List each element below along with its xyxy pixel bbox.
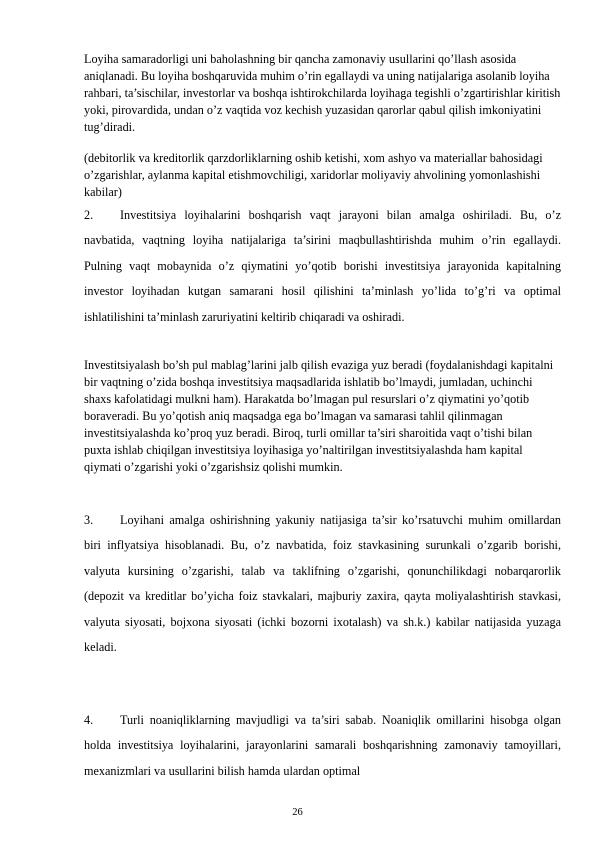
numbered-paragraph-2 xyxy=(84,203,561,330)
paragraph-text: (debitorlik va kreditorlik qarzdorliklarning oshib ketishi, xom ashyo va materiallar bahosidagi o’zgarishlar, aylanma kapital etishmovchiligi, xaridorlar moliyaviy ahvolining yomonlashishi kabilar) xyxy=(84,151,543,199)
paragraph-text: Loyiha samaradorligi uni baholashning bir qancha zamonaviy usullarini qo’llash asosida aniqlanadi. Bu loyiha boshqaruvida muhim o’rin egallaydi va uning natijalariga asolanib loyiha rahbari, ta’sischilar, investorlar va boshqa ishtirokchilarda loyihaga tegishli o’zgartirishlar kiritish yoki, pirovardida, undan o’z vaqtida voz kechish yuzasidan qarorlar qabul qilish imkoniyatini tug’diradi. xyxy=(84,52,561,134)
numbered-paragraph-4 xyxy=(84,708,561,784)
paragraph-project-efficiency xyxy=(84,51,561,136)
paragraph-number: 4. xyxy=(84,713,94,727)
paragraph-number: 3. xyxy=(84,513,94,527)
page-number: 26 xyxy=(292,807,303,818)
paragraph-text: Investitsiyalash bo’sh pul mablag’larini jalb qilish evaziga yuz beradi (foydalanishdagi kapitalni bir vaqtning o’zida boshqa investitsiya maqsadlarida ishlatib bo’lmaydi, jumladan, uchinchi shaxs kafolatidagi mulkni ham). Harakatda bo’lmagan pul resurslari o’z qiymatini yo’qotib boraveradi. Bu yo’qotish aniq maqsadga ega bo’lmagan va samarasi tahlil qilinmagan investitsiyalashda ko’proq yuz beradi. Biroq, turli omillar ta’siri sharoitida vaqt o’tishi bilan puxta ishlab chiqilgan investitsiya loyihasiga yo’naltirilgan investitsiyalashda ham kapital qiymati o’zgarishi yoki o’zgarishsiz qolishi mumkin. xyxy=(84,358,554,474)
paragraph-parenthetical-factors xyxy=(84,150,561,201)
paragraph-number: 2. xyxy=(84,208,94,222)
paragraph-text: Turli noaniqliklarning mavjudligi va ta’siri sabab. Noaniqlik omillarini hisobga olgan holda investitsiya loyihalarini, jarayonlarini samarali boshqarishning zamonaviy tamoyillari, mexanizmlari va usullarini bilish hamda ulardan optimal xyxy=(84,713,561,778)
paragraph-investment-funds xyxy=(84,357,561,476)
paragraph-text: Loyihani amalga oshirishning yakuniy natijasiga ta’sir ko’rsatuvchi muhim omillardan biri inflyatsiya hisoblanadi. Bu, o’z navbatida, foiz stavkasining surunkali o’zgarib borishi, valyuta kursining o’zgarishi, talab va taklifning o’zgarishi, qonunchilikdagi nobarqarorlik (depozit va kreditlar bo’yicha foiz stavkalari, majburiy zaxira, qayta moliyalashtirish stavkasi, valyuta siyosati, bojxona siyosati (ichki bozorni ixotalash) va sh.k.) kabilar natijasida yuzaga keladi. xyxy=(84,513,561,655)
numbered-paragraph-3 xyxy=(84,508,561,660)
paragraph-text: Investitsiya loyihalarini boshqarish vaqt jarayoni bilan amalga oshiriladi. Bu, o’z navbatida, vaqtning loyiha natijalariga ta’sirini maqbullashtirishda muhim o’rin egallaydi. Pulning vaqt mobaynida o’z qiymatini yo’qotib borishi investitsiya jarayonida kapitalning investor loyihadan kutgan samarani hosil qilishini ta’minlash yo’lida to’g’ri va optimal ishlatilishini ta’minlash zaruriyatini keltirib chiqaradi va oshiradi. xyxy=(84,208,561,324)
